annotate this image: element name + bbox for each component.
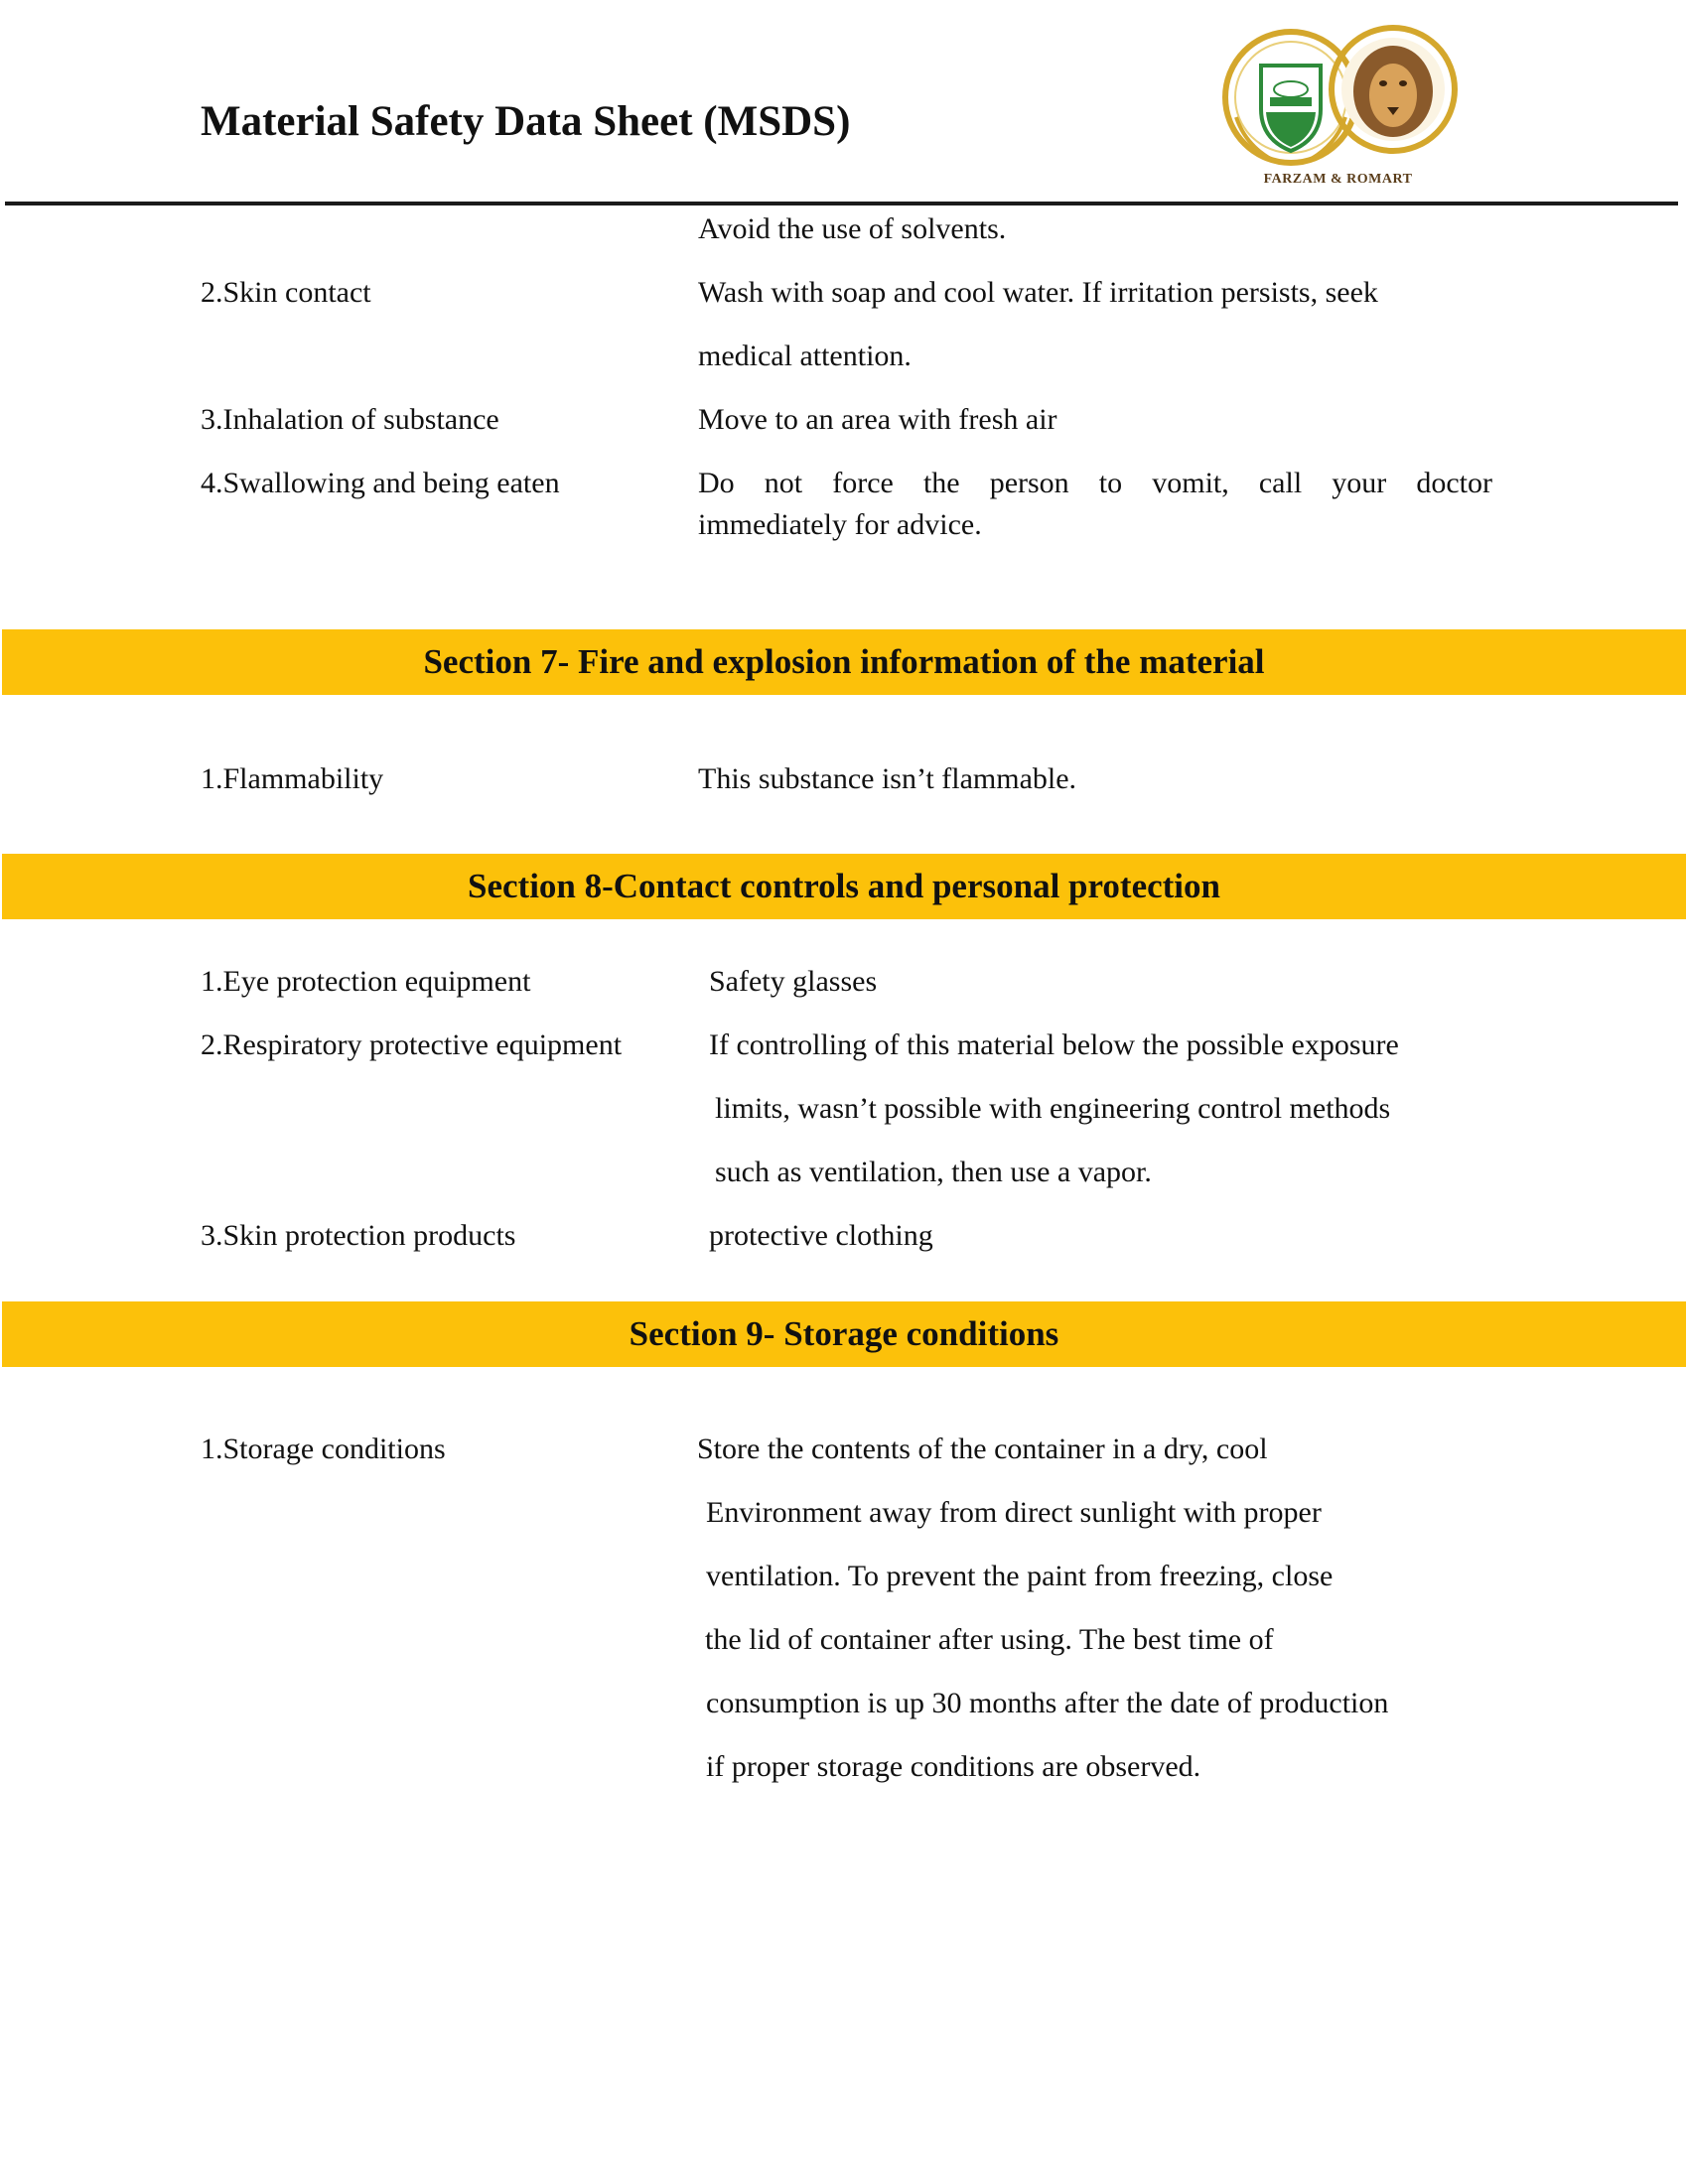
item-value: Wash with soap and cool water. If irritation persists, seek: [698, 276, 1378, 309]
item-value: ventilation. To prevent the paint from freezing, close: [706, 1560, 1334, 1592]
item-value: consumption is up 30 months after the date of production: [706, 1687, 1389, 1719]
item-label: 2.Respiratory protective equipment: [201, 1028, 623, 1061]
page-title: Material Safety Data Sheet (MSDS): [201, 98, 851, 145]
item-value: Environment away from direct sunlight with proper: [706, 1496, 1322, 1529]
item-value: Store the contents of the container in a dry, cool: [697, 1433, 1268, 1465]
company-logo: [1206, 18, 1470, 199]
item-value: the lid of container after using. The best time of: [705, 1623, 1274, 1656]
section-7-header: [2, 629, 1686, 695]
item-value: if proper storage conditions are observed.: [706, 1750, 1201, 1783]
section-title: Section 7- Fire and explosion information of the material: [423, 642, 1265, 681]
item-value: If controlling of this material below the possible exposure: [709, 1028, 1399, 1061]
item-value: Safety glasses: [709, 965, 878, 998]
item-label: 1.Storage conditions: [201, 1433, 446, 1465]
item-value: This substance isn’t flammable.: [698, 762, 1077, 795]
continuation-line: Avoid the use of solvents.: [698, 212, 1007, 245]
section-9-header: [2, 1301, 1686, 1367]
item-label: 3.Skin protection products: [201, 1219, 516, 1252]
logo-caption: FARZAM & ROMART: [1263, 172, 1413, 187]
section-8-header: [2, 854, 1686, 919]
item-value: Move to an area with fresh air: [698, 403, 1057, 436]
item-label: 4.Swallowing and being eaten: [201, 467, 560, 499]
item-value: such as ventilation, then use a vapor.: [715, 1156, 1152, 1188]
item-value: immediately for advice.: [698, 508, 982, 541]
item-value: Do not force the person to vomit, call your doctor: [698, 467, 1492, 499]
header-divider: [5, 202, 1678, 205]
section-title: Section 8-Contact controls and personal protection: [468, 867, 1220, 905]
logo-emblem-icon: [1206, 18, 1470, 177]
item-label: 1.Flammability: [201, 762, 384, 795]
item-value: medical attention.: [698, 340, 912, 372]
section-title: Section 9- Storage conditions: [629, 1314, 1059, 1353]
item-label: 2.Skin contact: [201, 276, 371, 309]
item-value: limits, wasn’t possible with engineering control methods: [715, 1092, 1391, 1125]
item-value: protective clothing: [709, 1219, 933, 1252]
item-label: 3.Inhalation of substance: [201, 403, 499, 436]
item-label: 1.Eye protection equipment: [201, 965, 531, 998]
